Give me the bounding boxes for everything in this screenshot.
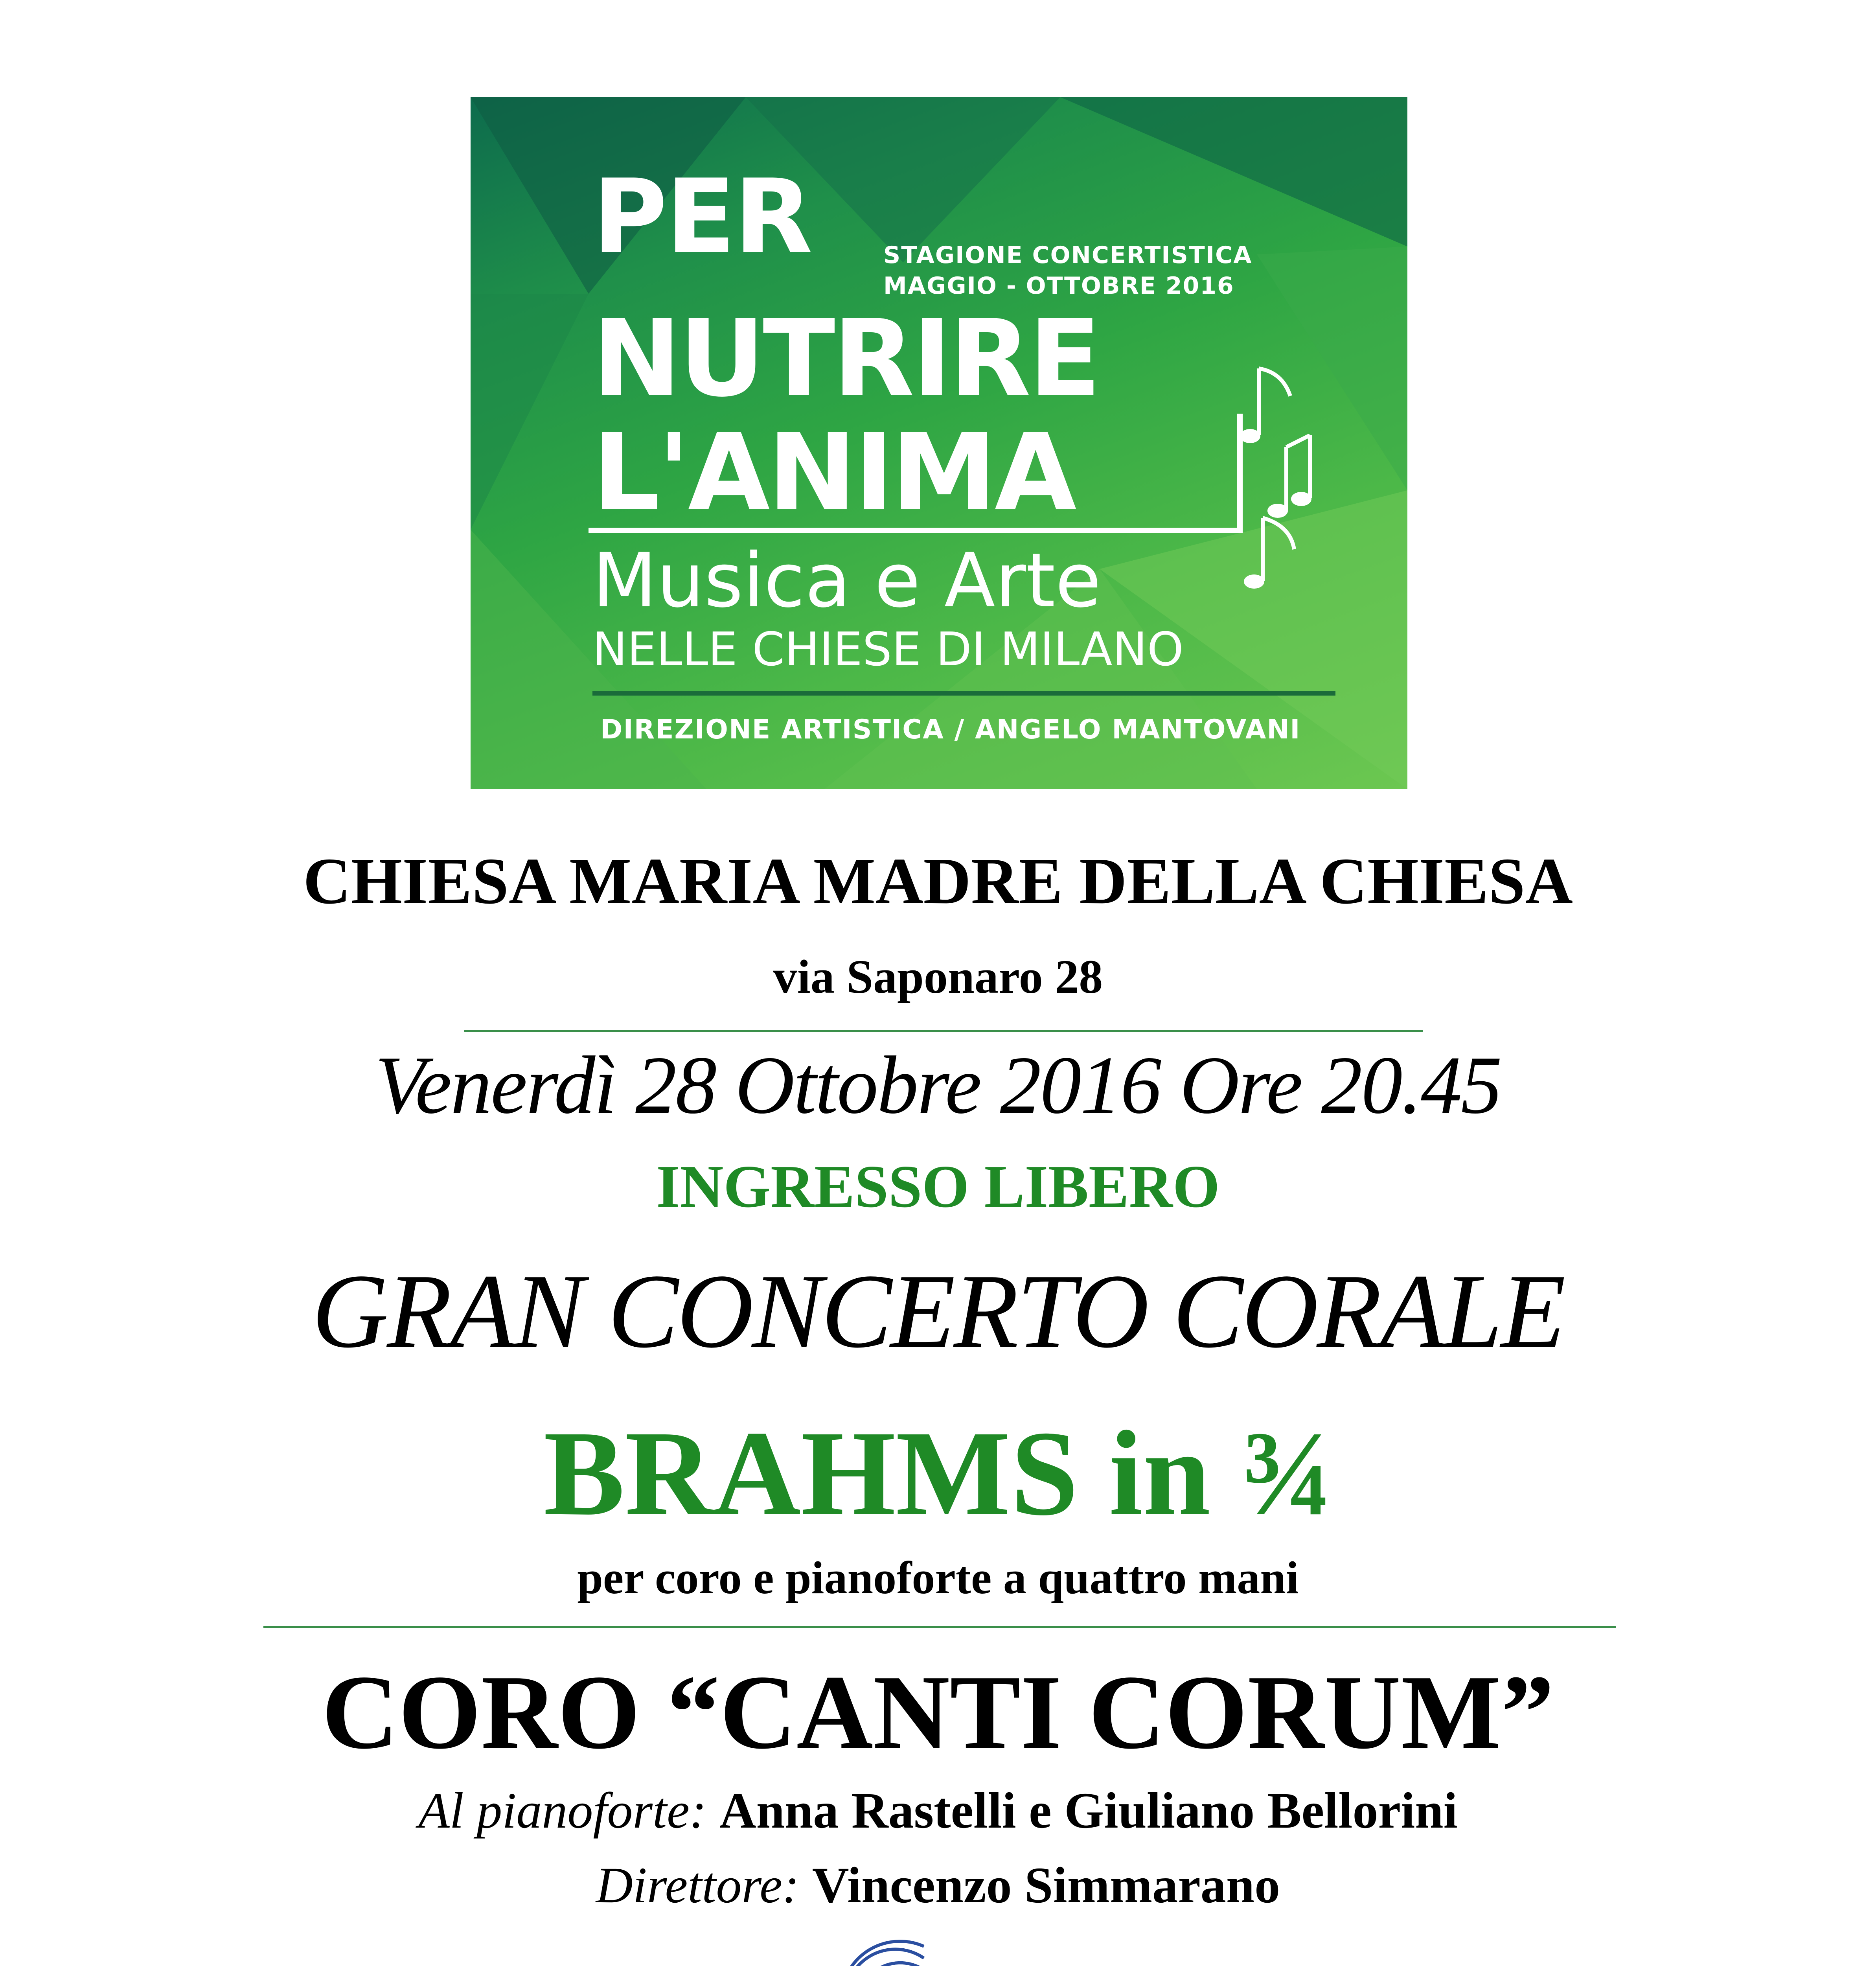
concert-title: GRAN CONCERTO CORALE <box>312 1252 1564 1370</box>
concert-subtitle: BRAHMS in ¾ <box>543 1406 1333 1541</box>
banner-season-line1: STAGIONE CONCERTISTICA <box>883 241 1253 269</box>
concert-description: per coro e pianoforte a quattro mani <box>577 1552 1299 1603</box>
pianists-label: Al pianoforte: <box>418 1782 707 1839</box>
banner-line-nutrire: NUTRIRE <box>592 296 1099 420</box>
banner-line-per: PER <box>592 158 811 276</box>
banner-direction: DIREZIONE ARTISTICA / ANGELO MANTOVANI <box>600 714 1301 745</box>
divider-top <box>464 1030 1423 1032</box>
banner-line-musica: Musica e Arte <box>592 537 1102 624</box>
banner-divider <box>592 691 1335 696</box>
banner-line-chiese: NELLE CHIESE DI MILANO <box>592 622 1184 676</box>
canti-corum-arcs-icon <box>845 1923 1034 1966</box>
divider-mid <box>263 1626 1616 1628</box>
venue-address: via Saponaro 28 <box>773 950 1103 1003</box>
music-notes-icon <box>1235 345 1330 589</box>
event-datetime: Venerdì 28 Ottobre 2016 Ore 20.45 <box>375 1040 1501 1131</box>
choir-name: CORO “CANTI CORUM” <box>322 1653 1554 1771</box>
pianists-line <box>0 1781 1876 1840</box>
pianists-names: Anna Rastelli e Giuliano Bellorini <box>719 1782 1458 1839</box>
banner-line-anima: L'ANIMA <box>592 411 1074 534</box>
director-name: Vincenzo Simmarano <box>812 1857 1280 1914</box>
canti-corum-logo <box>845 1923 1034 1966</box>
director-label: Direttore: <box>596 1857 800 1914</box>
banner-season-line2: MAGGIO - OTTOBRE 2016 <box>883 272 1234 300</box>
venue-name: CHIESA MARIA MADRE DELLA CHIESA <box>303 845 1573 918</box>
entry-info: INGRESSO LIBERO <box>656 1153 1220 1220</box>
director-line <box>0 1856 1876 1915</box>
header-banner <box>471 97 1407 789</box>
